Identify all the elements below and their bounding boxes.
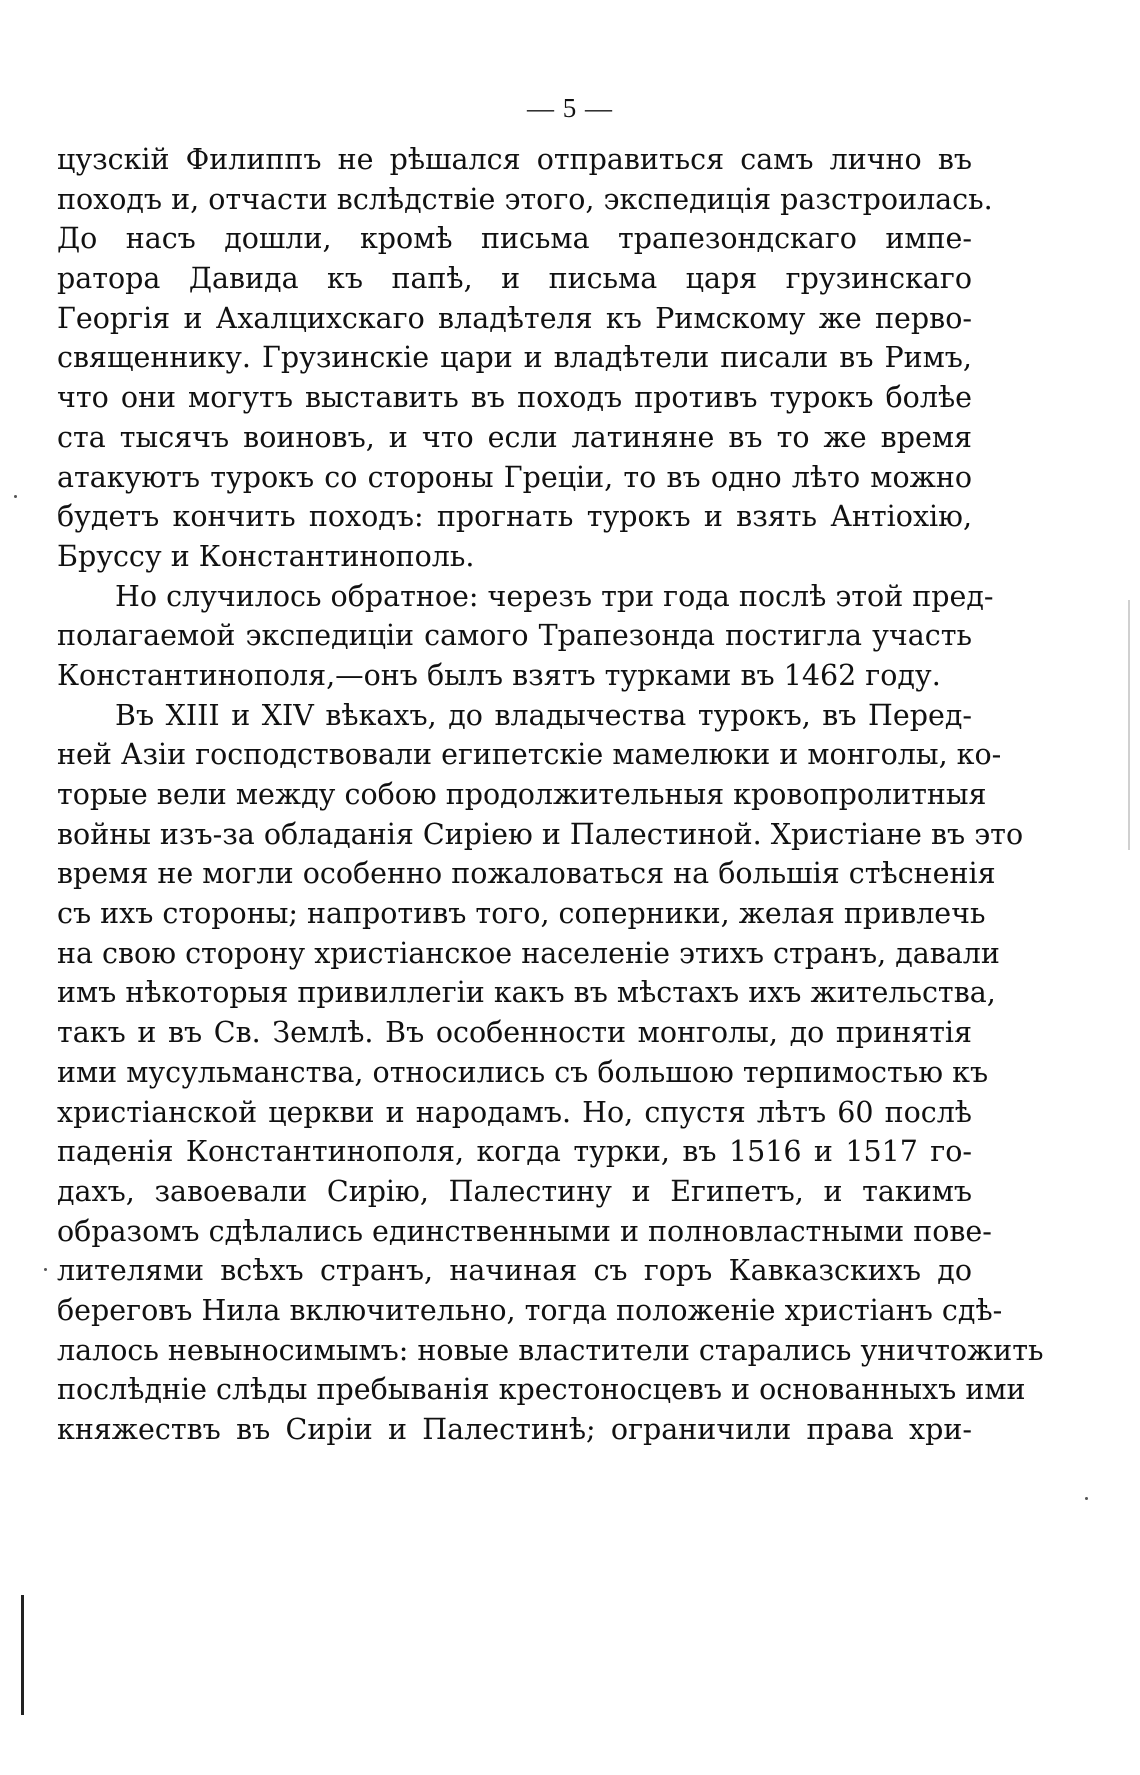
text-line: полагаемой экспедиціи самого Трапезонда постигла участь	[57, 619, 972, 653]
text-line: время не могли особенно пожаловаться на большія стѣсненія	[57, 857, 996, 891]
page-number: — 5 —	[527, 93, 613, 123]
text-line: Георгія и Ахалцихскаго владѣтеля къ Римскому же перво-	[57, 301, 972, 335]
ink-speck	[44, 1268, 47, 1271]
text-line: Бруссу и Константинополь.	[57, 539, 475, 573]
text-line: что они могутъ выставить въ походъ противъ турокъ болѣе	[57, 381, 972, 415]
text-line: послѣдніе слѣды пребыванія крестоносцевъ и основанныхъ ими	[57, 1373, 1026, 1407]
text-line: дахъ, завоевали Сирію, Палестину и Египетъ, и такимъ	[57, 1174, 972, 1208]
text-line: ими мусульманства, относились съ большою терпимостью къ	[57, 1055, 989, 1089]
text-line: Въ XIII и XIV вѣкахъ, до владычества турокъ, въ Перед-	[115, 698, 972, 732]
text-line: цузскій Филиппъ не рѣшался отправиться самъ лично въ	[57, 143, 972, 176]
text-line: такъ и въ Св. Землѣ. Въ особенности монголы, до принятія	[57, 1016, 972, 1050]
ink-speck	[1085, 1497, 1088, 1500]
ink-speck	[14, 495, 17, 498]
text-line: княжествъ въ Сиріи и Палестинѣ; ограничили права хри-	[57, 1413, 972, 1446]
text-line: До насъ дошли, кромѣ письма трапезондскаго импе-	[57, 222, 972, 256]
text-line: священнику. Грузинскіе цари и владѣтели писали въ Римъ,	[57, 341, 972, 375]
text-line: на свою сторону христіанское населеніе этихъ странъ, давали	[57, 936, 1000, 970]
text-line: лалось невыносимымъ: новые властители старались уничтожить	[57, 1333, 1044, 1367]
text-line: ратора Давида къ папѣ, и письма царя грузинскаго	[57, 262, 972, 296]
text-line: съ ихъ стороны; напротивъ того, соперники, желая привлечь	[57, 897, 986, 931]
text-line: христіанской церкви и народамъ. Но, спустя лѣтъ 60 послѣ	[57, 1095, 972, 1129]
text-line: образомъ сдѣлались единственными и полновластными пове-	[57, 1214, 992, 1248]
text-line: ста тысячъ воиновъ, и что если латиняне въ то же время	[57, 420, 972, 454]
text-line: будетъ кончить походъ: прогнать турокъ и взять Антіохію,	[57, 500, 972, 534]
text-line: имъ нѣкоторыя привиллегіи какъ въ мѣстахъ ихъ жительства,	[57, 976, 996, 1010]
body-text	[57, 140, 1044, 1450]
text-line: Константинополя,—онъ былъ взятъ турками въ 1462 году.	[57, 658, 941, 692]
text-line: паденія Константинополя, когда турки, въ 1516 и 1517 го-	[57, 1135, 972, 1169]
text-line: войны изъ-за обладанія Сиріею и Палестиной. Христіане въ это	[57, 817, 1024, 851]
page-edge-shadow	[1128, 600, 1130, 850]
text-line: атакуютъ турокъ со стороны Греціи, то въ одно лѣто можно	[57, 460, 972, 494]
text-line: береговъ Нила включительно, тогда положеніе христіанъ сдѣ-	[57, 1293, 1003, 1327]
text-line: лителями всѣхъ странъ, начиная съ горъ Кавказскихъ до	[57, 1254, 972, 1288]
text-line: торые вели между собою продолжительныя кровопролитныя	[57, 778, 987, 811]
text-line: ней Азіи господствовали египетскіе мамелюки и монголы, ко-	[57, 738, 1002, 772]
text-line: Но случилось обратное: черезъ три года послѣ этой пред-	[115, 579, 994, 613]
binding-mark	[21, 1595, 24, 1715]
text-line: походъ и, отчасти вслѣдствіе этого, экспедиція разстроилась.	[57, 182, 993, 216]
